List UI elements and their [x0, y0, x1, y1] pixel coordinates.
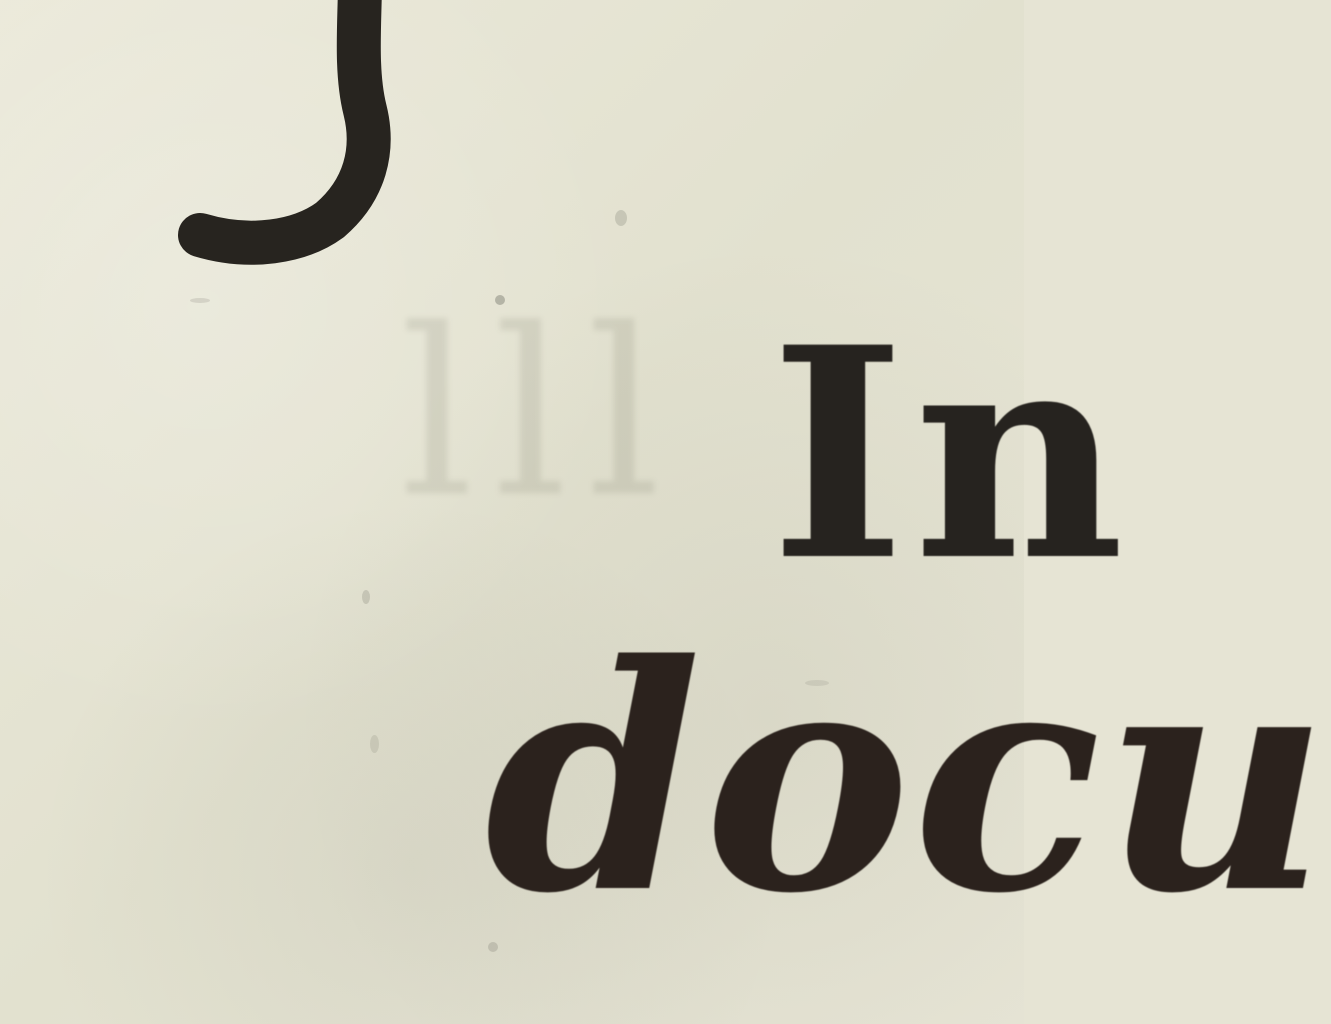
- paper-speck: [615, 210, 627, 226]
- heading-text-fragment: In: [770, 285, 1133, 625]
- paper-speck: [190, 298, 210, 303]
- show-through-text: lll: [400, 281, 681, 548]
- italic-text-fragment: docu: [485, 598, 1331, 962]
- paper-speck: [362, 590, 370, 604]
- paper-speck: [370, 735, 379, 753]
- letter-j-glyph: [190, 0, 430, 280]
